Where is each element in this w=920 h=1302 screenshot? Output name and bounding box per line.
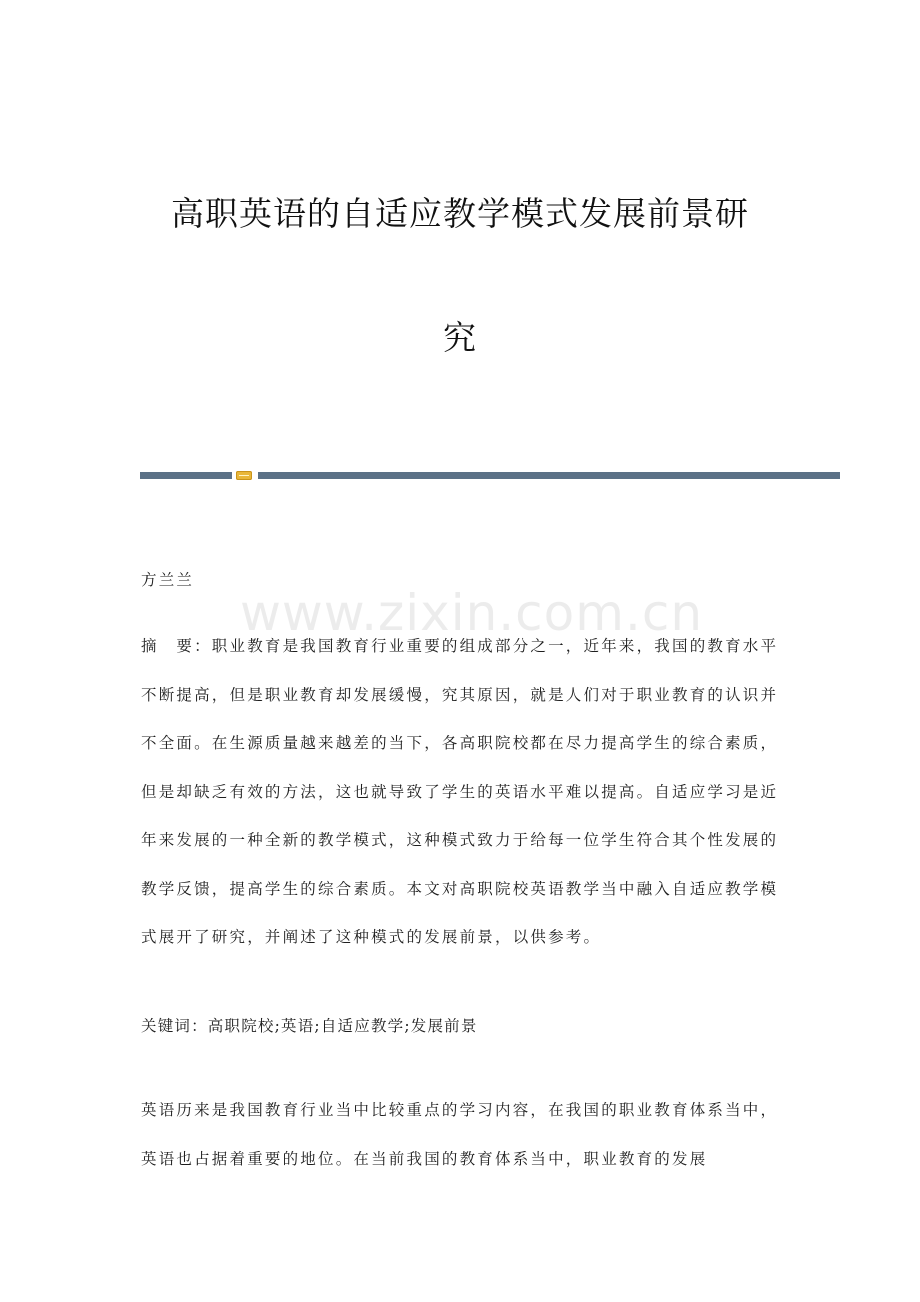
document-title-line-1: 高职英语的自适应教学模式发展前景研 bbox=[171, 194, 749, 233]
author-name: 方兰兰 bbox=[141, 571, 195, 589]
abstract-paragraph: 摘 要：职业教育是我国教育行业重要的组成部分之一，近年来，我国的教育水平不断提高，但是职业教育却发展缓慢，究其原因，就是人们对于职业教育的认识并不全面。在生源质量越来越差的当下，各高职院校都在尽力提高学生的综合素质，但是却缺乏有效的方法，这也就导致了学生的英语水平难以提高。自适应学习是近年来发展的一种全新的教学模式，这种模式致力于给每一位学生符合其个性发展的教学反馈，提高学生的综合素质。本文对高职院校英语教学当中融入自适应教学模式展开了研究，并阐述了这种模式的发展前景，以供参考。 bbox=[141, 637, 779, 946]
keywords-line: 关键词：高职院校;英语;自适应教学;发展前景 bbox=[141, 1017, 478, 1035]
divider-bar-right bbox=[258, 472, 840, 479]
body-paragraph: 英语历来是我国教育行业当中比较重点的学习内容，在我国的职业教育体系当中，英语也占据着重要的地位。在当前我国的教育体系当中，职业教育的发展 bbox=[141, 1101, 779, 1168]
divider-envelope-icon bbox=[236, 471, 252, 480]
divider-bar-left bbox=[140, 472, 232, 479]
document-title-line-2: 究 bbox=[443, 318, 477, 357]
title-divider bbox=[140, 471, 840, 480]
watermark: www.zixin.com.cn bbox=[240, 584, 704, 642]
